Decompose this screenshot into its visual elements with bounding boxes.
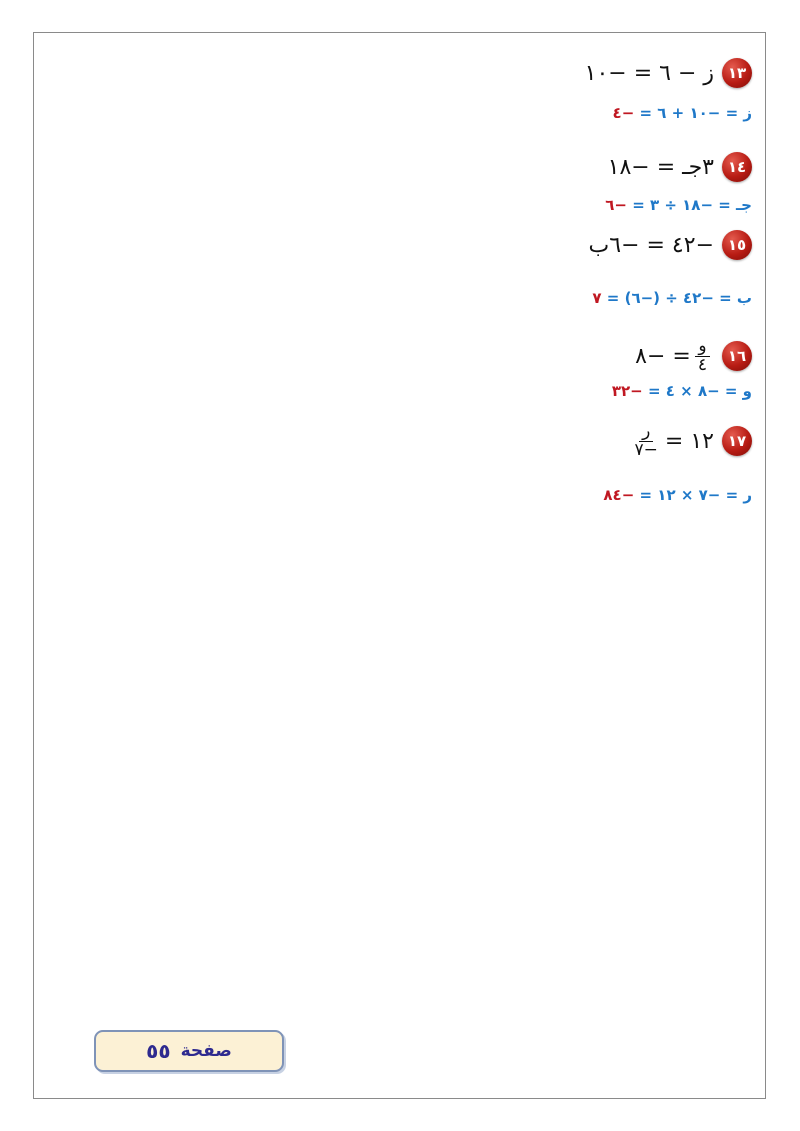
solution-answer: ٧ (592, 289, 602, 307)
problem-number-badge: ١٦ (722, 341, 752, 371)
solution-16 (612, 382, 752, 400)
page-number-box (94, 1030, 284, 1072)
page-label: صفحة (180, 1041, 232, 1061)
fraction-denominator: −٧ (634, 439, 658, 460)
equation-rest: = −٨ (635, 343, 691, 369)
fraction-denominator: ٤ (697, 354, 707, 375)
equation: ٣جـ = −١٨ (607, 154, 714, 180)
solution-steps: ر = −٧ × ١٢ = (634, 486, 752, 504)
fraction (632, 423, 661, 460)
solution-13 (613, 104, 752, 122)
page-frame (33, 32, 766, 1099)
fraction (695, 338, 710, 375)
equation (628, 423, 714, 460)
solution-answer: −٣٢ (611, 382, 643, 400)
solution-steps: و = −٨ × ٤ = (642, 382, 752, 400)
problem-number-badge: ١٣ (722, 58, 752, 88)
solution-steps: جـ = −١٨ ÷ ٣ = (626, 196, 752, 214)
problem-13 (585, 58, 752, 88)
equation: ز − ٦ = −١٠ (584, 60, 714, 86)
page-number: ٥٥ (146, 1039, 171, 1063)
fraction-numerator: و (695, 338, 709, 357)
equation: −٤٢ = −٦ب (588, 232, 714, 258)
problem-15 (589, 230, 752, 260)
problem-14 (608, 152, 752, 182)
problem-number-badge: ١٥ (722, 230, 752, 260)
problem-17 (628, 423, 752, 460)
solution-answer: −٨٤ (603, 486, 635, 504)
problem-16 (635, 338, 752, 375)
problem-number-badge: ١٤ (722, 152, 752, 182)
solution-answer: −٦ (605, 196, 627, 214)
equation-lead: ١٢ = (664, 428, 714, 454)
solution-17 (603, 486, 752, 504)
solution-14 (605, 196, 752, 214)
solution-steps: ب = −٤٢ ÷ (−٦) = (601, 289, 752, 307)
solution-answer: −٤ (612, 104, 635, 122)
fraction-numerator: ر (639, 423, 653, 442)
problem-number-badge: ١٧ (722, 426, 752, 456)
equation (635, 338, 714, 375)
solution-steps: ز = −١٠ + ٦ = (634, 104, 752, 122)
solution-15 (592, 289, 752, 307)
